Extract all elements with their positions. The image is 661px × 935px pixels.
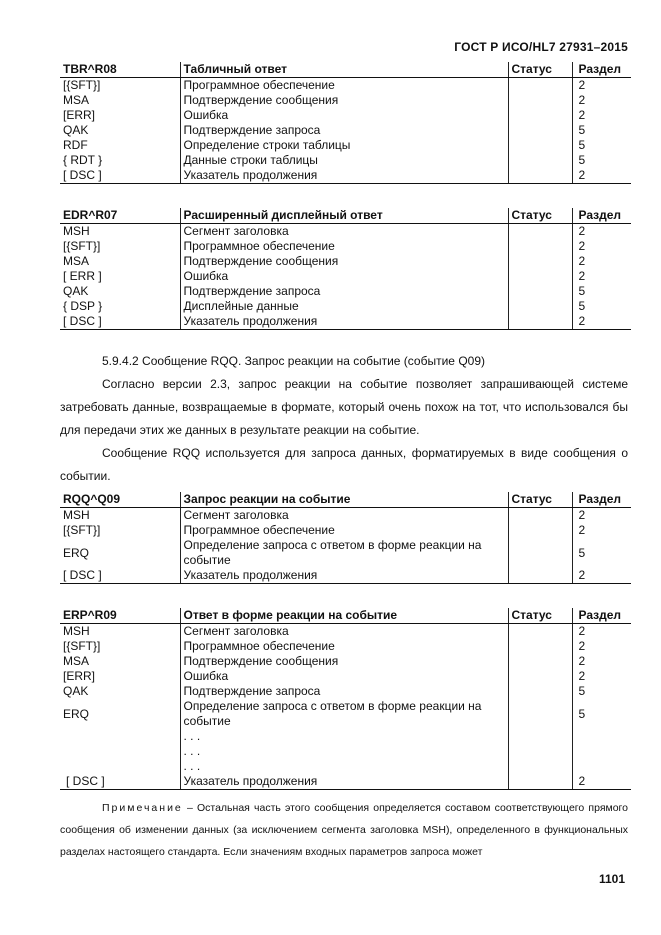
segment-status <box>508 774 572 790</box>
table-row <box>60 639 631 654</box>
segment-status <box>508 568 572 584</box>
segment-status <box>508 78 572 94</box>
segment-description: Программное обеспечение <box>180 523 508 538</box>
segment-status <box>508 138 572 153</box>
table-row <box>60 299 631 314</box>
table-row <box>60 168 631 184</box>
segment-section: 2 <box>572 654 631 669</box>
paragraph: Согласно версии 2.3, запрос реакции на событие позволяет запрашивающей системе затребовать данные, возвращаемые в формате, который очень похож на тот, что использовался бы для передачи этих же данных в результате реакции на событие. <box>60 377 628 437</box>
segment-description: Программное обеспечение <box>180 639 508 654</box>
segment-code: MSH <box>63 508 90 522</box>
table-row <box>60 729 631 744</box>
segment-code: [ DSC ] <box>60 568 180 584</box>
segment-section: 2 <box>572 523 631 538</box>
note <box>60 797 628 863</box>
segment-code: { DSP } <box>63 299 103 313</box>
segment-description: Указатель продолжения <box>180 314 508 330</box>
segment-code: QAK <box>63 284 89 298</box>
segment-status <box>508 153 572 168</box>
segment-status <box>508 744 572 759</box>
segment-section: 2 <box>572 78 631 94</box>
segment-section: 5 <box>572 123 631 138</box>
segment-code: [ DSC ] <box>60 314 180 330</box>
ellipsis-row: . . . <box>180 729 508 744</box>
section-header: Раздел <box>572 492 631 508</box>
segment-section: 2 <box>572 224 631 240</box>
segment-code: MSH <box>63 624 90 638</box>
segment-description: Ошибка <box>180 108 508 123</box>
segment-status <box>508 684 572 699</box>
segment-description: Подтверждение сообщения <box>180 93 508 108</box>
table-header-row <box>60 608 631 624</box>
segment-code: MSA <box>63 254 90 268</box>
table-row <box>60 254 631 269</box>
table-header-row <box>60 492 631 508</box>
segment-status <box>508 314 572 330</box>
segment-section: 2 <box>572 93 631 108</box>
segment-code: [{SFT}] <box>63 523 101 537</box>
segment-code: [{SFT}] <box>63 639 101 653</box>
status-header: Статус <box>508 492 572 508</box>
segment-code <box>60 744 180 759</box>
segment-status <box>508 508 572 524</box>
segment-section: 5 <box>572 684 631 699</box>
segment-code: RDF <box>63 138 88 152</box>
table-row <box>60 624 631 640</box>
table-row <box>60 108 631 123</box>
segment-status <box>508 239 572 254</box>
segment-description: Указатель продолжения <box>180 568 508 584</box>
table-row <box>60 669 631 684</box>
segment-section: 2 <box>572 269 631 284</box>
table-row <box>60 314 631 330</box>
segment-description: Подтверждение запроса <box>180 684 508 699</box>
segment-table-tbr-r08 <box>60 62 631 184</box>
segment-description: Дисплейные данные <box>180 299 508 314</box>
status-header: Статус <box>508 208 572 224</box>
page-number: 1101 <box>598 872 625 886</box>
segment-description: Программное обеспечение <box>180 239 508 254</box>
segment-description: Сегмент заголовка <box>180 624 508 640</box>
segment-table-erp-r09 <box>60 608 631 790</box>
segment-section: 2 <box>572 774 631 790</box>
segment-status <box>508 639 572 654</box>
ellipsis-row: . . . <box>180 744 508 759</box>
segment-code <box>60 729 180 744</box>
table-row <box>60 153 631 168</box>
segment-section <box>572 759 631 774</box>
segment-code: MSH <box>63 224 90 238</box>
section-text <box>60 350 628 488</box>
segment-code: { RDT } <box>63 153 103 167</box>
segment-section: 2 <box>572 669 631 684</box>
table-header-row <box>60 62 631 78</box>
segment-table-rqq-q09 <box>60 492 631 584</box>
segment-section: 2 <box>572 568 631 584</box>
segment-description: Указатель продолжения <box>180 774 508 790</box>
message-id: ERP^R09 <box>60 608 180 624</box>
segment-section: 2 <box>572 639 631 654</box>
segment-description: Указатель продолжения <box>180 168 508 184</box>
section-title: 5.9.4.2 Сообщение RQQ. Запрос реакции на событие (событие Q09) <box>102 354 485 368</box>
message-id: EDR^R07 <box>60 208 180 224</box>
status-header: Статус <box>508 608 572 624</box>
segment-status <box>508 284 572 299</box>
segment-description: Ошибка <box>180 269 508 284</box>
segment-code: MSA <box>63 654 90 668</box>
segment-code: ERQ <box>63 706 90 721</box>
segment-section: 5 <box>572 699 631 729</box>
section-header: Раздел <box>572 208 631 224</box>
ellipsis-row: . . . <box>180 759 508 774</box>
segment-description: Подтверждение запроса <box>180 284 508 299</box>
message-id: TBR^R08 <box>60 62 180 78</box>
table-row <box>60 538 631 568</box>
segment-table-edr-r07 <box>60 208 631 330</box>
table-row <box>60 224 631 240</box>
segment-status <box>508 93 572 108</box>
segment-code: [{SFT}] <box>63 78 101 92</box>
table-row <box>60 508 631 524</box>
message-title: Расширенный дисплейный ответ <box>180 208 508 224</box>
segment-description: Ошибка <box>180 669 508 684</box>
table-row <box>60 239 631 254</box>
segment-section <box>572 729 631 744</box>
segment-code: [ ERR ] <box>63 269 102 283</box>
segment-section: 5 <box>572 138 631 153</box>
segment-description: Подтверждение сообщения <box>180 254 508 269</box>
segment-code: QAK <box>63 123 89 137</box>
segment-section: 5 <box>572 538 631 568</box>
note-label: Примечание <box>102 802 183 814</box>
segment-code: [{SFT}] <box>63 239 101 253</box>
segment-section: 2 <box>572 254 631 269</box>
status-header: Статус <box>508 62 572 78</box>
segment-code: [ DSC ] <box>60 168 180 184</box>
segment-status <box>508 759 572 774</box>
segment-status <box>508 699 572 729</box>
table-row <box>60 284 631 299</box>
table-row <box>60 759 631 774</box>
segment-status <box>508 254 572 269</box>
table-row <box>60 93 631 108</box>
segment-description: Данные строки таблицы <box>180 153 508 168</box>
table-row <box>60 774 631 790</box>
table-row <box>60 654 631 669</box>
segment-status <box>508 108 572 123</box>
segment-code: [ERR] <box>63 108 96 122</box>
segment-status <box>508 624 572 640</box>
segment-description: Подтверждение сообщения <box>180 654 508 669</box>
message-title: Запрос реакции на событие <box>180 492 508 508</box>
message-title: Табличный ответ <box>180 62 508 78</box>
segment-description: Программное обеспечение <box>180 78 508 94</box>
table-row <box>60 123 631 138</box>
message-id: RQQ^Q09 <box>60 492 180 508</box>
table-row <box>60 269 631 284</box>
segment-section: 2 <box>572 508 631 524</box>
segment-description: Определение строки таблицы <box>180 138 508 153</box>
segment-description: Сегмент заголовка <box>180 508 508 524</box>
segment-description: Определение запроса с ответом в форме реакции на событие <box>180 538 508 568</box>
segment-section: 5 <box>572 153 631 168</box>
segment-status <box>508 523 572 538</box>
section-header: Раздел <box>572 608 631 624</box>
segment-code: ERQ <box>63 545 90 560</box>
note-text: – Остальная часть этого сообщения определяется составом соответствующего прямого сообщения об изменении данных (за исключением сегмента заголовка MSH), определенного в функциональных разделах настоящего стандарта. Если значениям входных параметров запроса может <box>60 802 628 858</box>
segment-section: 2 <box>572 239 631 254</box>
segment-code <box>60 759 180 774</box>
section-header: Раздел <box>572 62 631 78</box>
segment-code: [ERR] <box>63 669 96 683</box>
segment-description: Определение запроса с ответом в форме реакции на событие <box>180 699 508 729</box>
segment-section: 5 <box>572 299 631 314</box>
table-row <box>60 684 631 699</box>
segment-status <box>508 224 572 240</box>
segment-status <box>508 538 572 568</box>
segment-status <box>508 123 572 138</box>
segment-description: Подтверждение запроса <box>180 123 508 138</box>
segment-section: 2 <box>572 108 631 123</box>
segment-status <box>508 654 572 669</box>
segment-status <box>508 299 572 314</box>
segment-section: 5 <box>572 284 631 299</box>
segment-description: Сегмент заголовка <box>180 224 508 240</box>
segment-section <box>572 744 631 759</box>
segment-status <box>508 669 572 684</box>
table-row <box>60 78 631 94</box>
message-title: Ответ в форме реакции на событие <box>180 608 508 624</box>
segment-section: 2 <box>572 624 631 640</box>
segment-status <box>508 168 572 184</box>
segment-section: 2 <box>572 314 631 330</box>
table-header-row <box>60 208 631 224</box>
document-header: ГОСТ Р ИСО/HL7 27931–2015 <box>454 40 628 54</box>
paragraph: Сообщение RQQ используется для запроса данных, форматируемых в виде сообщения о событии. <box>60 446 628 483</box>
table-row <box>60 138 631 153</box>
segment-code: [ DSC ] <box>60 774 180 790</box>
table-row <box>60 744 631 759</box>
segment-status <box>508 269 572 284</box>
table-row <box>60 699 631 729</box>
segment-status <box>508 729 572 744</box>
segment-code: QAK <box>63 684 89 698</box>
table-row <box>60 568 631 584</box>
segment-section: 2 <box>572 168 631 184</box>
table-row <box>60 523 631 538</box>
segment-code: MSA <box>63 93 90 107</box>
